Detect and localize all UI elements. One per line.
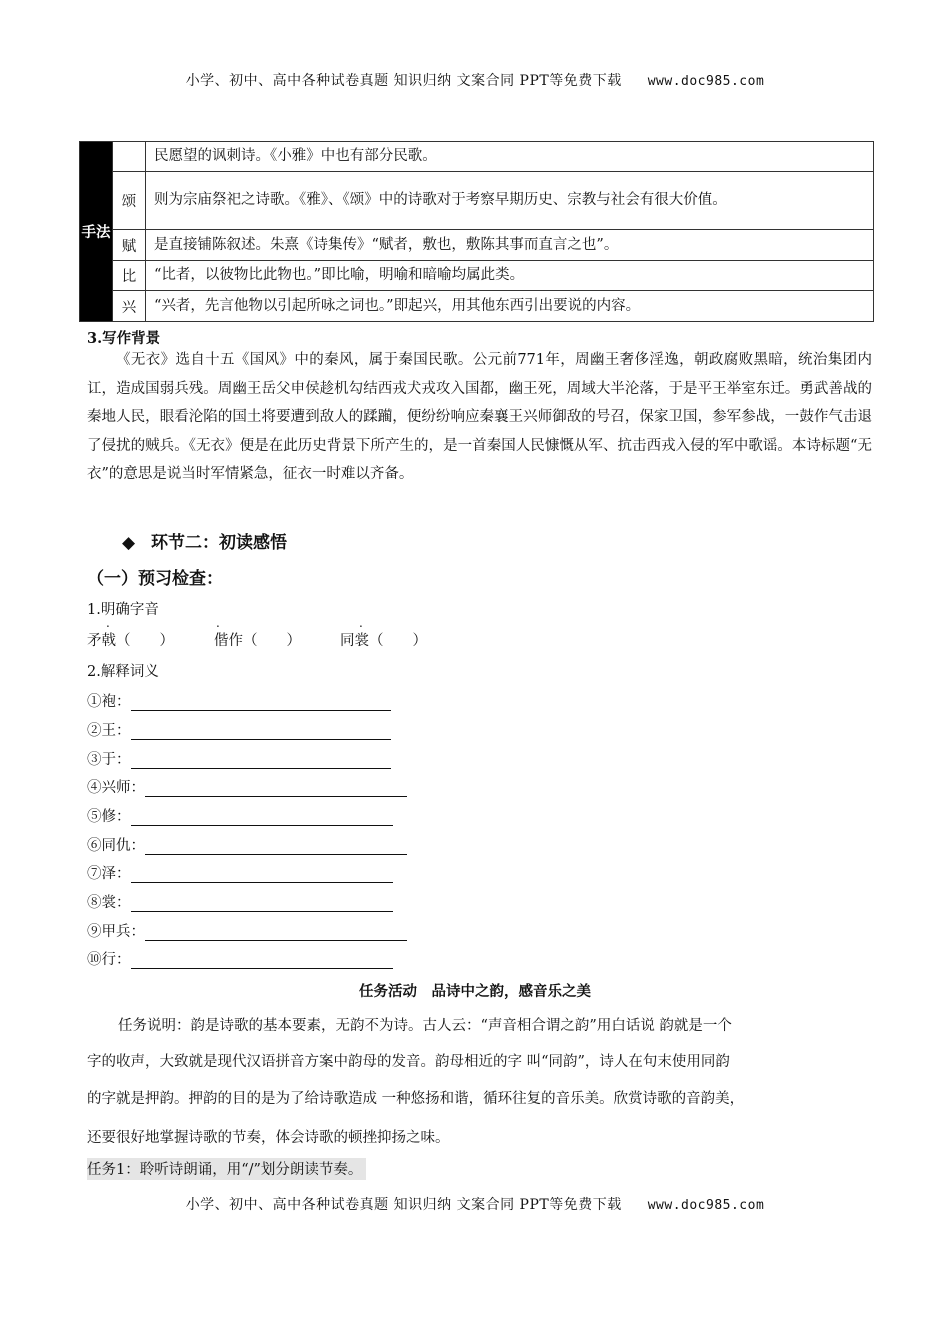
answer-blank[interactable] — [145, 924, 407, 941]
section2-title: 环节二：初读感悟 — [151, 533, 287, 553]
definition-item — [87, 891, 393, 911]
table-desc-song: 则为宗庙祭祀之诗歌。《雅》、《颂》中的诗歌对于考察早期历史、宗教与社会有很大价值。 — [146, 172, 874, 230]
answer-blank[interactable] — [131, 895, 393, 912]
background-title: 3.写作背景 — [87, 330, 161, 347]
table-desc-fu: 是直接铺陈叙述。朱熹《诗集传》“赋者，敷也，敷陈其事而直言之也”。 — [146, 230, 874, 261]
table-desc-ya: 民愿望的讽刺诗。《小雅》中也有部分民歌。 — [146, 142, 874, 172]
header-text: 小学、初中、高中各种试卷真题 知识归纳 文案合同 PPT等免费下载 — [185, 73, 622, 89]
diamond-bullet-icon: ◆ — [122, 533, 136, 553]
definition-label: ⑥同仇： — [87, 838, 145, 854]
emphasis-dot: . — [106, 616, 110, 630]
task-line: 任务说明：韵是诗歌的基本要素，无韵不为诗。古人云：“声音相合谓之韵”用白话说 韵就是一个 — [118, 1018, 732, 1034]
preview-heading: （一）预习检查： — [87, 569, 223, 589]
background-paragraph: 《无衣》选自十五《国风》中的秦风，属于秦国民歌。公元前771年，周幽王奢侈淫逸，朝政腐败黑暗，统治集团内讧，造成国弱兵残。周幽王岳父申侯趁机勾结西戎犬戎攻入国都，幽王死，周域大半沦落，于是平王举室东迁。勇武善战的秦地人民，眼看沦陷的国土将要遭到敌人的蹂躏，便纷纷响应秦襄王兴师御敌的号召，保家卫国，参军参战，一鼓作气击退了侵扰的贼兵。《无衣》便是在此历史背景下所产生的，是一首秦国人民慷慨从军、抗击西戎入侵的军中歌谣。本诗标题“无衣”的意思是说当时军情紧急，征衣一时难以齐备。 — [87, 352, 872, 482]
definition-label: ④兴师： — [87, 780, 145, 796]
definition-label: ①袍： — [87, 694, 131, 710]
definition-label: ⑨甲兵： — [87, 924, 145, 940]
definition-item — [87, 920, 407, 940]
techniques-table — [79, 141, 874, 322]
answer-blank[interactable] — [131, 694, 391, 711]
task-line: 还要很好地掌握诗歌的节奏，体会诗歌的顿挫抑扬之味。 — [87, 1130, 450, 1146]
pronunciation-item[interactable]: 矛戟（ ） — [87, 633, 174, 649]
table-group-cell — [80, 142, 113, 322]
task1-instruction: 任务1：聆听诗朗诵，用“/”划分朗读节奏。 — [87, 1158, 366, 1180]
definition-item — [87, 690, 391, 710]
table-sub-bi: 比 — [113, 261, 146, 291]
definition-item — [87, 776, 407, 796]
footer-url[interactable]: www.doc985.com — [647, 1198, 765, 1213]
task-heading: 任务活动 品诗中之韵，感音乐之美 — [359, 983, 591, 1000]
answer-blank[interactable] — [131, 752, 391, 769]
task-line: 的字就是押韵。押韵的目的是为了给诗歌造成 一种悠扬和谐，循环往复的音乐美。欣赏诗歌的音韵美， — [87, 1091, 745, 1107]
emphasis-dot: . — [359, 616, 363, 630]
answer-blank[interactable] — [131, 809, 393, 826]
table-sub-song: 颂 — [113, 172, 146, 230]
pronunciation-title: 1.明确字音 — [87, 602, 159, 618]
table-sub-empty — [113, 142, 146, 172]
definition-item — [87, 834, 407, 854]
definition-label: ⑧裳： — [87, 895, 131, 911]
definition-item — [87, 748, 391, 768]
definition-item — [87, 719, 391, 739]
answer-blank[interactable] — [131, 866, 393, 883]
definition-label: ⑦泽： — [87, 866, 131, 882]
task-line: 字的收声，大致就是现代汉语拼音方案中韵母的发音。韵母相近的字 叫“同韵”，诗人在句末使用同韵 — [87, 1054, 730, 1070]
table-sub-xing: 兴 — [113, 291, 146, 322]
emphasis-dot: . — [216, 616, 220, 630]
footer-text: 小学、初中、高中各种试卷真题 知识归纳 文案合同 PPT等免费下载 — [185, 1197, 622, 1213]
definition-item — [87, 948, 393, 968]
definition-label: ⑩行： — [87, 952, 131, 968]
group-label-techniques: 手法 — [81, 224, 111, 241]
answer-blank[interactable] — [131, 723, 391, 740]
pronunciation-item[interactable]: 偕作（ ） — [214, 633, 301, 649]
answer-blank[interactable] — [131, 952, 393, 969]
definition-label: ③于： — [87, 752, 131, 768]
table-desc-bi: “比者，以彼物比此物也。”即比喻，明喻和暗喻均属此类。 — [146, 261, 874, 291]
page-header — [0, 70, 950, 90]
definition-label: ②王： — [87, 723, 131, 739]
table-sub-fu: 赋 — [113, 230, 146, 261]
definition-item — [87, 862, 393, 882]
header-url[interactable]: www.doc985.com — [647, 74, 765, 89]
page-footer — [0, 1194, 950, 1214]
answer-blank[interactable] — [145, 838, 407, 855]
pronunciation-item[interactable]: 同裳（ ） — [340, 633, 427, 649]
definition-label: ⑤修： — [87, 809, 131, 825]
table-desc-xing: “兴者，先言他物以引起所咏之词也。”即起兴，用其他东西引出要说的内容。 — [146, 291, 874, 322]
definition-item — [87, 805, 393, 825]
answer-blank[interactable] — [145, 780, 407, 797]
section2-heading — [122, 528, 287, 553]
definitions-title: 2.解释词义 — [87, 664, 159, 680]
